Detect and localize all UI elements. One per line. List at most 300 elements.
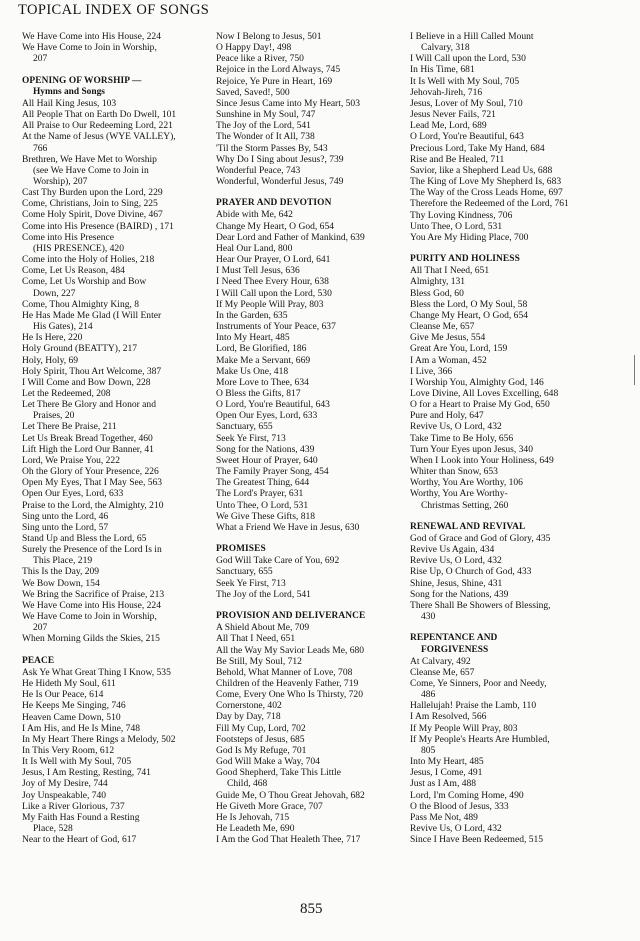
song-entry [216,410,406,421]
song-entry [22,332,208,343]
song-entry [410,667,610,678]
song-entry-line: When Morning Gilds the Skies, 215 [22,633,160,645]
song-entry-line: If My People Will Pray, 803 [216,298,324,310]
song-entry-line: In This Very Room, 612 [22,744,115,756]
song-entry [22,566,208,577]
song-entry [22,533,208,544]
song-entry-line: Calvary, 318 [421,42,470,54]
song-entry [216,421,406,432]
song-entry-line: Lord, I'm Coming Home, 490 [410,789,524,801]
song-entry [216,64,406,75]
song-entry [22,790,208,801]
song-entry [410,555,610,566]
song-entry [410,154,610,165]
song-entry [22,678,208,689]
song-entry-line: I Must Tell Jesus, 636 [216,265,300,277]
song-entry-line: Worthy, You Are Worthy, 106 [410,477,523,489]
song-entry [216,633,406,644]
song-entry-line: More Love to Thee, 634 [216,376,309,388]
song-entry-line: Since I Have Been Redeemed, 515 [410,834,544,846]
song-entry [216,343,406,354]
song-entry-line: Into My Heart, 485 [410,756,484,768]
song-entry-line: Pure and Holy, 647 [410,410,484,422]
song-entry-line: Cornerstone, 402 [216,700,282,712]
song-entry-line: All Praise to Our Redeeming Lord, 221 [22,120,173,132]
song-entry-line: Cleanse Me, 657 [410,321,475,333]
song-entry [216,801,406,812]
song-entry [22,511,208,522]
song-entry-line: Jesus, Lover of My Soul, 710 [410,97,523,109]
song-entry-line: We Have Come into His House, 224 [22,31,161,42]
song-entry-line: At Calvary, 492 [410,655,471,667]
song-entry-line: Sanctuary, 655 [216,566,273,578]
song-entry-line: It Is Well with My Soul, 705 [410,75,520,87]
song-entry [22,42,208,64]
song-entry-line: O Happy Day!, 498 [216,42,292,54]
song-entry [216,723,406,734]
song-entry [22,734,208,745]
song-entry [216,109,406,120]
song-entry-line: Revive Us, O Lord, 432 [410,421,502,433]
song-entry-line: Heal Our Land, 800 [216,242,293,254]
song-entry [216,711,406,722]
song-entry-line: Peace like a River, 750 [216,53,304,65]
song-entry-line: Holy, Holy, 69 [22,354,79,366]
song-entry [216,834,406,845]
song-entry-line: Ask Ye What Great Thing I Know, 535 [22,666,171,678]
song-entry-line: Come into His Presence (BAIRD) , 171 [22,220,174,232]
song-entry-line: The Joy of the Lord, 541 [216,588,311,600]
song-entry [22,444,208,455]
song-entry-line: If My People's Hearts Are Humbled, [410,733,550,745]
song-entry [410,477,610,488]
song-entry-line: Saved, Saved!, 500 [216,86,290,98]
song-entry-line: Jesus, I Am Resting, Resting, 741 [22,767,151,779]
song-entry-line: Turn Your Eyes upon Jesus, 340 [410,443,533,455]
song-entry [410,421,610,432]
song-entry [410,433,610,444]
section-heading: OPENING OF WORSHIP — [22,75,142,86]
song-entry-line: Song for the Nations, 439 [410,588,509,600]
song-entry-line: Shine, Jesus, Shine, 431 [410,577,503,589]
song-entry [22,209,208,220]
song-entry [22,254,208,265]
song-entry [22,120,208,131]
song-entry [216,276,406,287]
song-entry-line: If My People Will Pray, 803 [410,722,518,734]
song-entry-line: O Lord, You're Beautiful, 643 [410,131,524,143]
song-entry-line: Make Me a Servant, 669 [216,354,311,366]
song-entry [216,767,406,789]
song-entry [410,756,610,767]
song-entry-line: Cleanse Me, 657 [410,666,475,678]
song-entry-line: His Gates), 214 [33,321,93,333]
song-entry-line: Just as I Am, 488 [410,778,477,790]
song-entry-line: We Have Come to Join in Worship, [22,42,157,54]
song-entry [22,399,208,421]
song-entry [22,187,208,198]
song-entry [410,734,610,756]
song-entry [410,355,610,366]
song-entry-line: I Worship You, Almighty God, 146 [410,376,544,388]
song-entry [410,578,610,589]
song-entry [216,42,406,53]
song-entry [22,801,208,812]
song-entry [22,343,208,354]
song-entry-line: Guide Me, O Thou Great Jehovah, 682 [216,789,365,801]
song-entry-line: Take Time to Be Holy, 656 [410,432,514,444]
song-entry-line: Rejoice, Ye Pure in Heart, 169 [216,75,333,87]
song-entry-line: I Am the God That Healeth Thee, 717 [216,834,361,846]
song-entry [22,745,208,756]
song-entry [22,131,208,153]
song-entry-line: Worship), 207 [33,176,88,188]
index-column-1 [22,31,208,845]
song-entry-line: Since Jesus Came into My Heart, 503 [216,97,360,109]
song-entry [216,790,406,801]
song-entry [410,812,610,823]
song-entry [22,767,208,778]
song-entry-line: Therefore the Redeemed of the Lord, 761 [410,198,569,210]
song-entry [216,656,406,667]
song-entry-line: We Bow Down, 154 [22,577,100,589]
song-entry [216,500,406,511]
song-entry-line: O Lord, You're Beautiful, 643 [216,399,330,411]
song-entry [410,723,610,734]
section-heading: REPENTANCE AND [410,633,498,644]
song-entry-line: Let There Be Praise, 211 [22,421,117,433]
song-entry [216,165,406,176]
song-entry [410,600,610,622]
song-entry [216,265,406,276]
song-entry-line: Bless God, 60 [410,287,464,299]
song-entry-line: Open Our Eyes, Lord, 633 [216,410,318,422]
song-entry-line: Wonderful Peace, 743 [216,164,301,176]
song-entry-line: O for a Heart to Praise My God, 650 [410,399,550,411]
song-entry-line: All That I Need, 651 [216,633,296,645]
song-entry-line: 486 [421,689,436,701]
song-entry [22,723,208,734]
song-entry [22,689,208,700]
song-entry [22,366,208,377]
song-entry-line: Praise to the Lord, the Almighty, 210 [22,499,164,511]
song-entry-line: There Shall Be Showers of Blessing, [410,599,551,611]
song-entry-line: In My Heart There Rings a Melody, 502 [22,733,176,745]
song-entry [410,589,610,600]
song-entry [410,790,610,801]
song-entry-line: Stand Up and Bless the Lord, 65 [22,533,147,545]
song-entry [216,332,406,343]
song-entry [216,700,406,711]
song-entry-line: Holy Ground (BEATTY), 217 [22,343,138,355]
song-entry-line: Oh the Glory of Your Presence, 226 [22,466,159,478]
song-entry-line: Joy Unspeakable, 740 [22,789,107,801]
song-entry [410,544,610,555]
section-heading: PROVISION AND DELIVERANCE [216,611,366,622]
song-entry [410,120,610,131]
song-entry [410,64,610,75]
song-entry [410,165,610,176]
song-entry [216,589,406,600]
song-entry-line: Sunshine in My Soul, 747 [216,109,316,121]
song-entry-line: Bless the Lord, O My Soul, 58 [410,298,528,310]
song-entry [22,221,208,232]
song-entry [410,299,610,310]
song-entry [216,555,406,566]
song-entry-line: Into My Heart, 485 [216,332,290,344]
song-entry-line: Song for the Nations, 439 [216,443,315,455]
song-entry-line: We Have Come to Join in Worship, [22,611,157,623]
song-entry [410,801,610,812]
song-entry-line: Almighty, 131 [410,276,466,288]
song-entry-line: 207 [33,622,48,634]
song-entry [22,700,208,711]
song-entry-line: Seek Ye First, 713 [216,577,286,589]
song-entry-line: Good Shepherd, Take This Little [216,767,341,779]
song-entry [410,377,610,388]
song-entry [410,678,610,700]
song-entry-line: I Am Resolved, 566 [410,711,487,723]
song-entry-line: 430 [421,611,436,623]
song-entry [22,756,208,767]
song-entry [22,477,208,488]
song-entry-line: We Have Come into His House, 224 [22,599,161,611]
song-entry [216,355,406,366]
song-entry [216,243,406,254]
song-entry-line: At the Name of Jesus (WYE VALLEY), [22,131,176,143]
song-entry-line: This Is the Day, 209 [22,566,100,578]
song-entry [216,444,406,455]
song-entry-line: Children of the Heavenly Father, 719 [216,678,359,690]
song-entry [216,756,406,767]
song-entry [410,109,610,120]
song-entry [410,87,610,98]
song-entry-line: Be Still, My Soul, 712 [216,655,302,667]
song-entry-line: Change My Heart, O God, 654 [216,220,334,232]
song-entry [410,265,610,276]
song-entry-line: He Has Made Me Glad (I Will Enter [22,309,162,321]
song-entry-line: Let Us Break Bread Together, 460 [22,432,153,444]
song-entry [410,76,610,87]
song-entry [216,812,406,823]
song-entry [216,455,406,466]
song-entry [216,87,406,98]
song-entry-line: I Live, 366 [410,365,453,377]
song-entry [410,711,610,722]
song-entry-line: Revive Us, O Lord, 432 [410,823,502,835]
song-entry-line: Lead Me, Lord, 689 [410,120,487,132]
song-entry-line: Down, 227 [33,287,76,299]
song-entry [22,232,208,254]
index-column-2 [216,31,406,845]
song-entry [410,767,610,778]
song-entry-line: The Way of the Cross Leads Home, 697 [410,187,563,199]
song-entry-line: Sing unto the Lord, 57 [22,521,109,533]
song-entry [410,187,610,198]
section-heading: PEACE [22,655,55,666]
song-entry [22,466,208,477]
song-entry-line: Make Us One, 418 [216,365,289,377]
song-entry-line: It Is Well with My Soul, 705 [22,756,132,768]
song-entry-line: Unto Thee, O Lord, 531 [216,499,309,511]
song-entry-line: He Is Jehovah, 715 [216,811,290,823]
song-entry [216,689,406,700]
song-entry-line: My Faith Has Found a Resting [22,811,140,823]
song-entry [410,98,610,109]
song-entry [22,276,208,298]
song-entry-line: Dear Lord and Father of Mankind, 639 [216,231,365,243]
song-entry [216,53,406,64]
song-entry [22,421,208,432]
song-entry [216,678,406,689]
song-entry-line: I Need Thee Every Hour, 638 [216,276,329,288]
song-entry [216,388,406,399]
song-entry [22,198,208,209]
song-entry-line: Jehovah-Jireh, 716 [410,86,483,98]
song-entry [216,488,406,499]
song-entry-line: I Believe in a Hill Called Mount [410,31,534,42]
song-entry-line: 'Til the Storm Passes By, 543 [216,142,328,154]
song-entry [410,198,610,209]
song-entry-line: Wonderful, Wonderful Jesus, 749 [216,176,344,188]
section-subheading: Hymns and Songs [33,86,105,97]
song-entry-line: Worthy, You Are Worthy- [410,488,508,500]
song-entry [22,589,208,600]
song-entry [22,633,208,644]
song-entry-line: This Place, 219 [33,555,93,567]
song-entry [216,433,406,444]
song-entry-line: I Will Call upon the Lord, 530 [216,287,332,299]
song-entry-line: He Is Here, 220 [22,332,83,344]
song-entry [22,154,208,187]
song-entry-line: God Is My Refuge, 701 [216,744,307,756]
song-entry [216,477,406,488]
song-entry-line: I Am a Woman, 452 [410,354,487,366]
song-entry [410,466,610,477]
song-entry-line: What a Friend We Have in Jesus, 630 [216,521,360,533]
song-entry [216,466,406,477]
song-entry-line: Instruments of Your Peace, 637 [216,321,336,333]
song-entry [216,288,406,299]
song-entry-line: In His Time, 681 [410,64,475,76]
song-entry-line: Heaven Came Down, 510 [22,711,121,723]
song-entry-line: Precious Lord, Take My Hand, 684 [410,142,545,154]
song-entry-line: The King of Love My Shepherd Is, 683 [410,176,562,188]
song-entry-line: He Leadeth Me, 690 [216,823,295,835]
song-entry [216,667,406,678]
song-entry-line: 766 [33,142,48,154]
song-entry [410,455,610,466]
song-entry [216,299,406,310]
song-entry [410,823,610,834]
song-entry-line: O the Blood of Jesus, 333 [410,800,509,812]
song-entry [216,143,406,154]
song-entry-line: Lord, Be Glorified, 186 [216,343,307,355]
song-entry-line: Surely the Presence of the Lord Is in [22,544,162,556]
song-entry [410,221,610,232]
song-entry [216,734,406,745]
song-entry [22,455,208,466]
song-entry-line: Hallelujah! Praise the Lamb, 110 [410,700,537,712]
song-entry-line: Change My Heart, O God, 654 [410,309,528,321]
section-heading: PRAYER AND DEVOTION [216,198,332,209]
song-entry [216,221,406,232]
song-entry-line: (HIS PRESENCE), 420 [33,242,124,254]
song-entry [22,355,208,366]
song-entry-line: All That I Need, 651 [410,265,490,277]
song-entry [22,778,208,789]
song-entry-line: Now I Belong to Jesus, 501 [216,31,322,42]
song-entry [22,667,208,678]
song-entry [216,522,406,533]
song-entry-line: Savior, like a Shepherd Lead Us, 688 [410,164,553,176]
song-entry-line: Give Me Jesus, 554 [410,332,486,344]
song-entry-line: 805 [421,744,436,756]
section-heading: PROMISES [216,544,266,555]
song-entry-line: Pass Me Not, 489 [410,811,478,823]
song-entry [216,131,406,142]
song-entry [216,399,406,410]
song-entry-line: Come, Thou Almighty King, 8 [22,298,140,310]
song-entry [216,366,406,377]
song-entry [216,98,406,109]
song-entry [410,176,610,187]
song-entry-line: Revive Us Again, 434 [410,544,495,556]
song-entry [410,53,610,64]
song-entry-line: The Family Prayer Song, 454 [216,466,329,478]
song-entry-line: Place, 528 [33,823,73,835]
song-entry-line: Jesus Never Fails, 721 [410,109,496,121]
page-number: 855 [300,901,323,917]
song-entry-line: Come into His Presence [22,231,115,243]
song-entry-line: The Wonder of It All, 738 [216,131,315,143]
song-entry [216,254,406,265]
song-entry [216,321,406,332]
song-entry [22,299,208,310]
song-entry [22,712,208,723]
song-entry [22,377,208,388]
song-entry-line: Day by Day, 718 [216,711,281,723]
song-entry [216,209,406,220]
song-entry [410,232,610,243]
song-entry-line: Fill My Cup, Lord, 702 [216,722,306,734]
song-entry-line: Come, Every One Who Is Thirsty, 720 [216,689,363,701]
song-entry-line: The Lord's Prayer, 631 [216,488,304,500]
song-entry-line: He Is Our Peace, 614 [22,689,104,701]
song-entry [410,399,610,410]
song-entry [410,366,610,377]
song-entry [410,288,610,299]
song-entry [216,176,406,187]
song-entry-line: Joy of My Desire, 744 [22,778,108,790]
song-entry-line: Brethren, We Have Met to Worship [22,153,157,165]
song-entry-line: Sing unto the Lord, 46 [22,510,109,522]
song-entry-line: God Will Make a Way, 704 [216,756,320,768]
song-entry-line: Let There Be Glory and Honor and [22,399,156,411]
song-entry [410,566,610,577]
song-entry-line: Open Our Eyes, Lord, 633 [22,488,124,500]
song-entry-line: Unto Thee, O Lord, 531 [410,220,503,232]
song-entry-line: Behold, What Manner of Love, 708 [216,666,353,678]
song-entry-line: Great Are You, Lord, 159 [410,343,508,355]
song-entry [216,622,406,633]
song-entry-line: Revive Us, O Lord, 432 [410,555,502,567]
page-header: TOPICAL INDEX OF SONGS [18,2,210,18]
song-entry [216,154,406,165]
song-entry [22,500,208,511]
song-entry-line: Thy Loving Kindness, 706 [410,209,513,221]
song-entry-line: All Hail King Jesus, 103 [22,97,117,109]
